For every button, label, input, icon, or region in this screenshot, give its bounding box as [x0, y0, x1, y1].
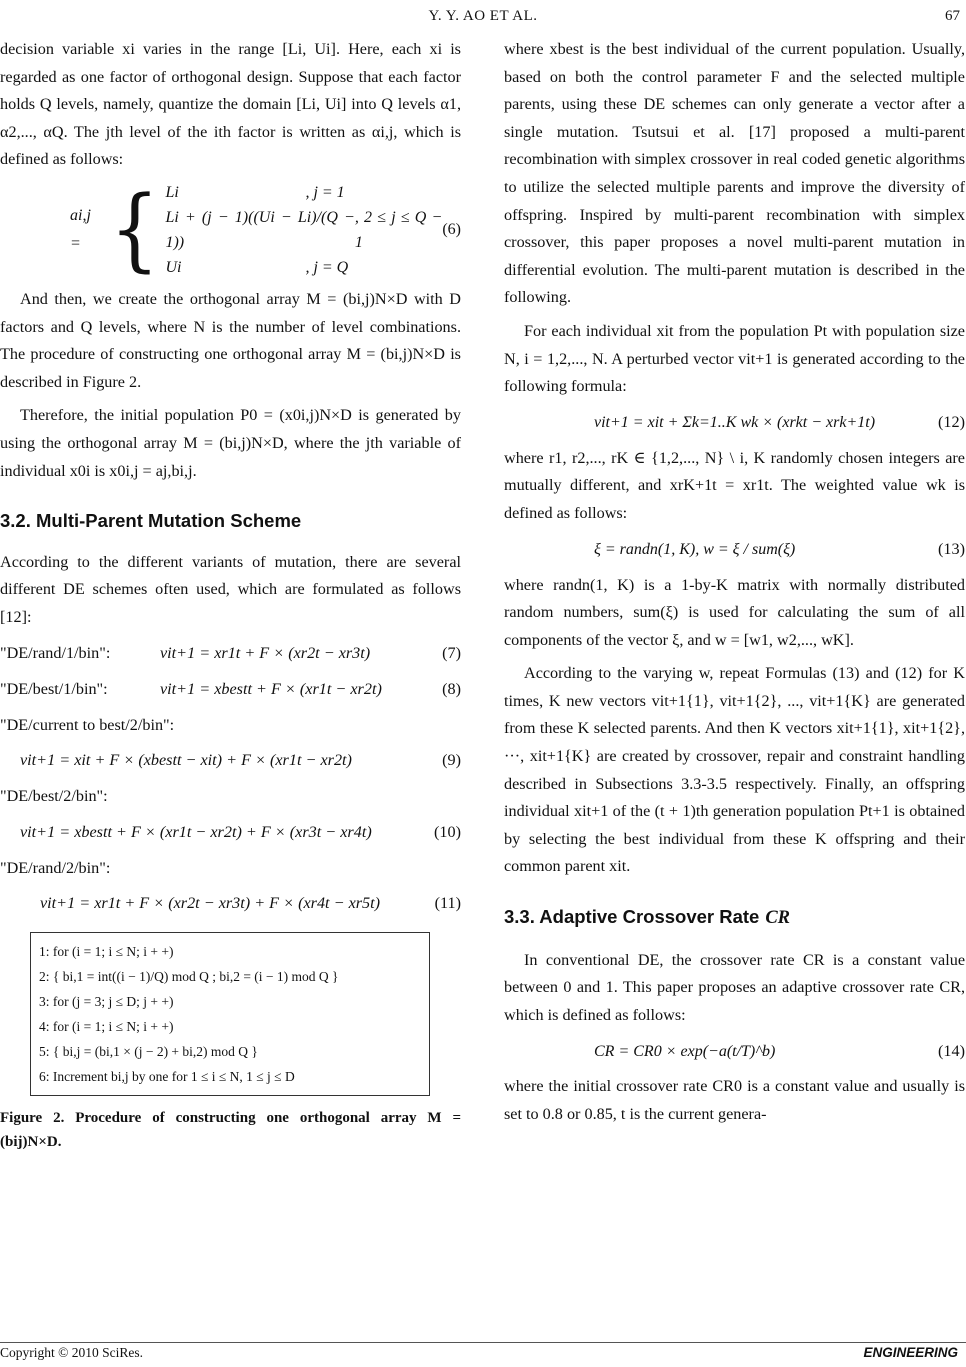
algo-line: 3: for (j = 3; j ≤ D; j + +) [39, 994, 174, 1010]
equation-10 [0, 819, 461, 847]
eq6-condition: , j = 1 [305, 183, 345, 201]
equation-8 [0, 676, 461, 704]
page-number: 67 [945, 8, 960, 24]
eq6-cases [165, 180, 442, 280]
running-title: Y. Y. AO ET AL. [428, 8, 538, 24]
eq-expression: CR = CR0 × exp(−a(t/T)^b) [594, 1042, 776, 1060]
algo-line: 6: Increment bi,j by one for 1 ≤ i ≤ N, 1 ≤ j ≤ D [39, 1069, 295, 1085]
equation-14 [504, 1037, 965, 1065]
equation-number: (7) [442, 643, 461, 662]
eq6-case: Ui [165, 258, 182, 276]
paragraph: Therefore, the initial population P0 = (x0i,j)N×D is generated by using the orthogonal array M = (bi,j)N×D, where the jth variable of individual x0i is x0i,j = aj,bi,j. [0, 406, 461, 480]
paragraph: In conventional DE, the crossover rate CR is a constant value between 0 and 1. This paper proposes an adaptive crossover rate CR, which is defined as follows: [504, 950, 965, 1024]
equation-number: (10) [434, 822, 461, 841]
section-title: 3.2. Multi-Parent Mutation Scheme [0, 510, 302, 532]
paragraph: According to the different variants of mutation, there are several different DE schemes often used, which are formulated as follows [12]: [0, 552, 461, 626]
footer-divider [0, 1342, 966, 1343]
eq-expression: vit+1 = xr1t + F × (xr2t − xr3t) [160, 643, 371, 662]
eq-label: "DE/best/2/bin": [0, 787, 108, 806]
paragraph: According to the varying w, repeat Formulas (13) and (12) for K times, K new vectors vit+1{1}, vit+1{2}, ..., vit+1{K} are generated from these K selected parents. And then K vectors xit+1{1}, xit+1{2}, ···, xit+1{K} are created by crossover, repair and constraint handling described in Subsections 3.3-3.5 respectively. Finally, an offspring individual xit+1 of the (t + 1)th generation population Pt+1 is obtained by selecting the best individual from these K offspring and their common parent xit. [504, 664, 965, 876]
eq-expression: vit+1 = xit + F × (xbestt − xit) + F × (xr1t − xr2t) [20, 751, 352, 770]
eq-expression: vit+1 = xbestt + F × (xr1t − xr2t) [160, 679, 382, 698]
eq-label: "DE/best/1/bin": [0, 679, 108, 698]
paragraph: where xbest is the best individual of the current population. Usually, based on both the control parameter F and the selected multiple parents, using these DE schemes can only generate a vector after a single mutation. Tsutsui et al. [17] proposed a multi-parent recombination with simplex crossover in real coded genetic algorithms to utilize the selected multiple parents and improve the diversity of offspring. Inspired by multi-parent recombination with simplex crossover, this paper proposes a novel multi-parent mutation in differential evolution. The multi-parent mutation is described in the following. [504, 40, 965, 307]
paragraph: And then, we create the orthogonal array M = (bi,j)N×D with D factors and Q levels, where N is the number of level combinations. The procedure of constructing one orthogonal array M = (bi,j)N×D is described in Figure 2. [0, 289, 461, 391]
copyright: Copyright © 2010 SciRes. [0, 1345, 144, 1360]
equation-number: (13) [938, 539, 965, 558]
paragraph: where r1, r2,..., rK ∈ {1,2,..., N} \ i, K randomly chosen integers are mutually different, and xrK+1t = xr1t. The weighted value wk is defined as follows: [504, 448, 965, 522]
equation-12 [504, 409, 965, 437]
eq-expression: vit+1 = xr1t + F × (xr2t − xr3t) + F × (xr4t − xr5t) [40, 894, 381, 913]
eq-label: "DE/rand/2/bin": [0, 858, 111, 877]
journal-name: ENGINEERING [863, 1345, 958, 1360]
eq6-case: Li + (j − 1)((Ui − Li)/(Q − 1)) [165, 208, 355, 251]
eq6-lhs: ai,j = [70, 207, 91, 252]
section-title-symbol: CR [765, 908, 791, 929]
equation-number: (6) [442, 221, 461, 239]
equation-11 [0, 890, 461, 918]
equation-number: (9) [442, 751, 461, 770]
eq6-case: Li [165, 183, 179, 201]
eq6-condition: , j = Q [305, 258, 349, 276]
eq6-condition: , 2 ≤ j ≤ Q − 1 [354, 208, 443, 251]
paragraph: where randn(1, K) is a 1-by-K matrix with normally distributed random numbers, sum(ξ) is used for calculating the sum of all components of the vector ξ, and w = [w1, w2,..., wK]. [504, 575, 965, 649]
right-column [504, 36, 965, 1135]
equation-number: (14) [938, 1041, 965, 1060]
equation-13 [504, 536, 965, 564]
page-footer [0, 1345, 966, 1365]
paragraph: where the initial crossover rate CR0 is a constant value and usually is set to 0.8 or 0.85, t is the current genera- [504, 1077, 965, 1123]
left-column [0, 36, 461, 1154]
eq-label: "DE/current to best/2/bin": [0, 715, 175, 734]
equation-number: (11) [434, 894, 461, 913]
page-header [0, 6, 966, 30]
eq-expression: vit+1 = xbestt + F × (xr1t − xr2t) + F × (xr3t − xr4t) [20, 822, 372, 841]
equation-9 [0, 747, 461, 775]
figure-caption: Figure 2. Procedure of constructing one orthogonal array M = (bij)N×D. [0, 1110, 461, 1151]
equation-number: (8) [442, 679, 461, 698]
eq-label: "DE/rand/1/bin": [0, 643, 111, 662]
paragraph: For each individual xit from the population Pt with population size N, i = 1,2,..., N. A perturbed vector vit+1 is generated according to the following formula: [504, 321, 965, 396]
equation-number: (12) [938, 412, 965, 431]
algo-line: 1: for (i = 1; i ≤ N; i + +) [39, 944, 174, 960]
equation-6 [0, 180, 461, 280]
left-brace-icon: { [109, 178, 160, 282]
paragraph: decision variable xi varies in the range [Li, Ui]. Here, each xi is regarded as one factor of orthogonal design. Suppose that each factor holds Q levels, namely, quantize the domain [Li, Ui] into Q levels α1, α2,..., αQ. The jth level of the ith factor is written as αi,j, which is defined as follows: [0, 40, 461, 169]
equation-7 [0, 640, 461, 668]
section-title [504, 903, 965, 933]
eq-expression: vit+1 = xit + Σk=1..K wk × (xrkt − xrk+1t) [594, 413, 876, 431]
algo-line: 2: { bi,1 = int((i − 1)/Q) mod Q ; bi,2 = (i − 1) mod Q } [39, 969, 339, 985]
algorithm-box [30, 932, 430, 1096]
eq-expression: ξ = randn(1, K), w = ξ / sum(ξ) [594, 540, 796, 558]
section-title-text: 3.3. Adaptive Crossover Rate [504, 906, 760, 928]
algo-line: 4: for (i = 1; i ≤ N; i + +) [39, 1019, 174, 1035]
algo-line: 5: { bi,j = (bi,1 × (j − 2) + bi,2) mod Q } [39, 1044, 258, 1060]
